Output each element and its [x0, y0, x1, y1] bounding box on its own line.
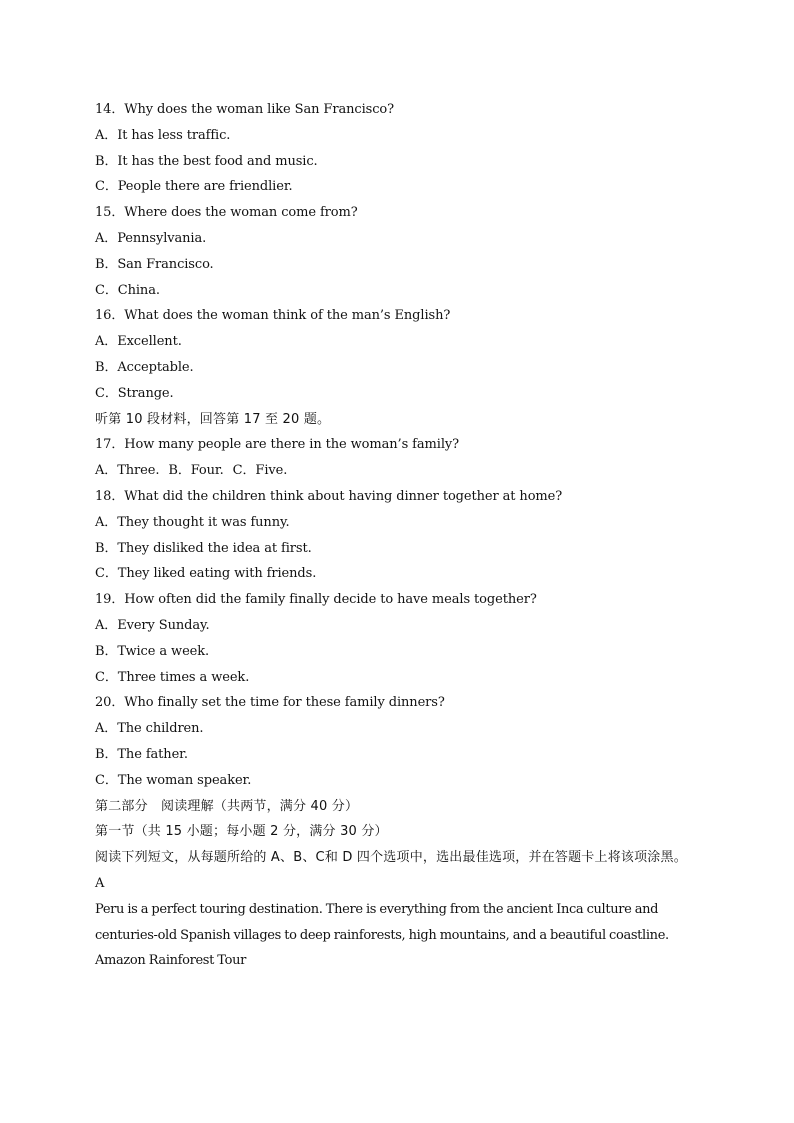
question-18-option-b: B．They disliked the idea at first. [95, 540, 312, 556]
section-1-title: 第一节（共 15 小题；每小题 2 分，满分 30 分） [95, 824, 388, 840]
question-20-option-b: B．The father. [95, 746, 188, 762]
question-18-stem: 18．What did the children think about having dinner together at home? [95, 488, 563, 504]
question-14-option-b: B．It has the best food and music. [95, 153, 318, 169]
passage-line-2: centuries-old Spanish villages to deep rainforests, high mountains, and a beautiful coastline. [95, 927, 669, 943]
question-17-option-b: B．Four. [168, 463, 224, 479]
question-19-option-c: C．Three times a week. [95, 669, 250, 685]
question-17-option-a: A．Three. [95, 463, 160, 479]
question-16-option-c: C．Strange. [95, 385, 174, 401]
question-14-stem: 14．Why does the woman like San Francisco? [95, 102, 394, 117]
question-16-option-a: A．Excellent. [95, 334, 182, 350]
question-15-option-b: B．San Francisco. [95, 256, 214, 272]
page-content [95, 97, 735, 974]
question-19-stem: 19．How often did the family finally decide to have meals together? [95, 592, 537, 608]
passage-label: A [95, 875, 105, 891]
question-17-options [95, 458, 735, 484]
question-19-option-b: B．Twice a week. [95, 643, 210, 659]
section-10-instruction: 听第 10 段材料，回答第 17 至 20 题。 [95, 411, 331, 427]
tour-title: Amazon Rainforest Tour [95, 953, 246, 969]
question-15-option-a: A．Pennsylvania. [95, 230, 207, 246]
question-14-option-c: C．People there are friendlier. [95, 179, 293, 195]
question-15-stem: 15．Where does the woman come from? [95, 205, 358, 221]
reading-instruction: 阅读下列短文，从每题所给的 A、B、C和 D 四个选项中，选出最佳选项，并在答题卡上将该项涂黑。 [95, 850, 687, 866]
question-14-option-a: A．It has less traffic. [95, 127, 231, 143]
question-19-option-a: A．Every Sunday. [95, 617, 210, 633]
question-20-stem: 20．Who finally set the time for these family dinners? [95, 695, 445, 711]
question-20-option-c: C．The woman speaker. [95, 772, 252, 788]
passage-line-1: Peru is a perfect touring destination. There is everything from the ancient Inca culture and [95, 901, 659, 917]
question-18-option-c: C．They liked eating with friends. [95, 566, 317, 582]
question-18-option-a: A．They thought it was funny. [95, 514, 290, 530]
question-16-stem: 16．What does the woman think of the man’s English? [95, 308, 451, 324]
question-16-option-b: B．Acceptable. [95, 359, 194, 375]
part-2-title: 第二部分 阅读理解（共两节，满分 40 分） [95, 798, 359, 814]
question-17-stem: 17．How many people are there in the woman’s family? [95, 437, 460, 453]
question-15-option-c: C．China. [95, 282, 160, 298]
question-20-option-a: A．The children. [95, 721, 204, 737]
question-17-option-c: C．Five. [232, 463, 288, 479]
